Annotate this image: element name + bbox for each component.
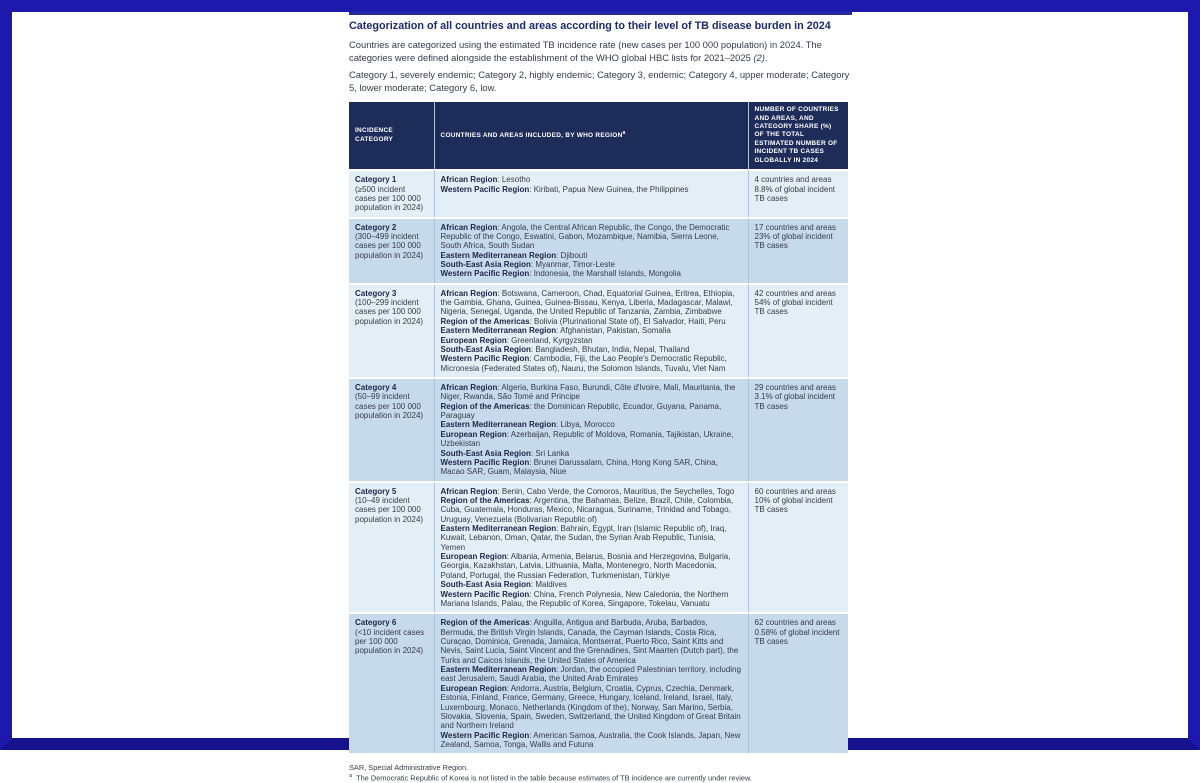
- region-name: African Region: [440, 288, 498, 298]
- header-incidence-category: INCIDENCE CATEGORY: [349, 102, 434, 170]
- region-name: South-East Asia Region: [440, 448, 531, 458]
- region-countries: : Brunei Darussalam, China, Hong Kong SAR, China, Macao SAR, Guam, Malaysia, Niue: [440, 457, 718, 477]
- global-share: 3.1% of global incident TB cases: [754, 392, 835, 411]
- region-line: [441, 731, 742, 750]
- regions-cell: [434, 218, 748, 284]
- region-name: Western Pacific Region: [440, 730, 530, 740]
- region-name: Region of the Americas: [440, 495, 530, 505]
- global-share: 54% of global incident TB cases: [754, 298, 833, 317]
- region-name: Western Pacific Region: [440, 589, 530, 599]
- countries-count: 60 countries and areas: [754, 486, 836, 496]
- region-countries: : Myanmar, Timor-Leste: [530, 260, 615, 270]
- region-name: Eastern Mediterranean Region: [440, 420, 557, 430]
- incidence-category-cell: [349, 218, 434, 284]
- count-share-cell: [748, 378, 848, 482]
- region-line: [441, 496, 742, 524]
- global-share: 23% of global incident TB cases: [754, 231, 833, 251]
- region-name: South-East Asia Region: [440, 260, 531, 270]
- header-number-of-countries: NUMBER OF COUNTRIES AND AREAS, AND CATEGORY SHARE (%) OF THE TOTAL ESTIMATED NUMBER OF INCIDENT TB CASES GLOBALLY IN 2024: [748, 102, 848, 170]
- region-line: [441, 383, 742, 402]
- tb-burden-table: [349, 102, 848, 753]
- region-name: European Region: [440, 335, 507, 345]
- region-countries: : Kiribati, Papua New Guinea, the Philippines: [529, 184, 689, 194]
- region-countries: : China, French Polynesia, New Caledonia, the Northern Mariana Islands, Palau, the Republic of Korea, Singapore, Tokelau, Vanuatu: [440, 589, 729, 608]
- region-countries: : Sri Lanka: [530, 448, 570, 458]
- category-detail: (50–99 incident cases per 100 000 population in 2024): [355, 392, 424, 421]
- region-name: Western Pacific Region: [440, 457, 530, 467]
- region-line: [441, 289, 742, 317]
- global-share: 8.8% of global incident TB cases: [754, 184, 835, 203]
- region-countries: : Albania, Armenia, Belarus, Bosnia and Herzegovina, Bulgaria, Georgia, Kazakhstan, Latvia, Lithuania, Malta, Montenegro, North Macedonia, Poland, Portugal, the Russian Federation, Turkmenistan, Türkiye: [440, 552, 731, 580]
- region-name: European Region: [440, 683, 507, 693]
- region-countries: : Bolivia (Plurinational State of), El Salvador, Haiti, Peru: [529, 316, 726, 326]
- region-line: [441, 665, 742, 684]
- header-countries-label: COUNTRIES AND AREAS INCLUDED, BY WHO REGION: [440, 132, 623, 140]
- region-line: [441, 449, 742, 458]
- region-line: [441, 458, 742, 477]
- count-share-cell: [748, 284, 848, 378]
- region-line: [441, 345, 742, 354]
- region-name: African Region: [440, 175, 498, 185]
- region-countries: : Greenland, Kyrgyzstan: [506, 335, 593, 345]
- region-name: Western Pacific Region: [440, 184, 530, 194]
- incidence-category-cell: [349, 284, 434, 378]
- region-countries: : Benin, Cabo Verde, the Comoros, Mauritius, the Seychelles, Togo: [497, 486, 735, 496]
- region-line: [441, 580, 742, 589]
- regions-cell: [434, 613, 748, 753]
- region-line: [441, 524, 742, 552]
- category-name: Category 6: [355, 618, 397, 628]
- region-name: Eastern Mediterranean Region: [440, 665, 557, 675]
- region-line: [441, 260, 742, 269]
- table-row: [349, 378, 848, 482]
- region-line: [441, 223, 742, 251]
- title-top-rule: [349, 12, 852, 15]
- region-name: Eastern Mediterranean Region: [440, 250, 557, 260]
- region-name: South-East Asia Region: [440, 580, 531, 590]
- incidence-category-cell: [349, 170, 434, 217]
- table-row: [349, 284, 848, 378]
- header-footnote-marker: a: [622, 130, 626, 137]
- category-detail: (100–299 incident cases per 100 000 population in 2024): [355, 298, 424, 326]
- region-countries: : Jordan, the occupied Palestinian territory, including east Jerusalem, Saudi Arabia, the United Arab Emirates: [440, 665, 741, 684]
- region-countries: : Lesotho: [497, 175, 531, 185]
- region-line: [441, 336, 742, 345]
- intro-period: .: [764, 51, 768, 63]
- table-row: [349, 613, 848, 753]
- count-share-cell: [748, 613, 848, 753]
- region-countries: : Cambodia, Fiji, the Lao People's Democratic Republic, Micronesia (Federated States of), Nauru, the Solomon Islands, Tuvalu, Viet Nam: [440, 354, 727, 373]
- incidence-category-cell: [349, 613, 434, 753]
- region-name: African Region: [440, 383, 498, 392]
- region-countries: : American Samoa, Australia, the Cook Islands, Japan, New Zealand, Samoa, Tonga, Wallis and Futuna: [440, 730, 741, 749]
- region-countries: : Bahrain, Egypt, Iran (Islamic Republic of), Iraq, Kuwait, Lebanon, Oman, Qatar, the Sudan, the Syrian Arab Republic, Tunisia, Yemen: [440, 524, 727, 552]
- region-countries: : Maldives: [530, 580, 567, 590]
- region-line: [441, 590, 742, 609]
- intro-paragraph: [349, 39, 852, 64]
- region-countries: : Bangladesh, Bhutan, India, Nepal, Thailand: [530, 344, 690, 354]
- countries-count: 62 countries and areas: [754, 618, 836, 628]
- global-share: 0.58% of global incident TB cases: [754, 627, 840, 646]
- region-name: African Region: [440, 222, 498, 232]
- category-name: Category 2: [355, 222, 397, 232]
- footnotes: [349, 763, 852, 783]
- category-definitions: Category 1, severely endemic; Category 2, highly endemic; Category 3, endemic; Category 4, upper moderate; Category 5, lower moderate; Category 6, low.: [349, 69, 850, 93]
- page-title: Categorization of all countries and areas according to their level of TB disease burden in 2024: [349, 20, 831, 32]
- region-line: [441, 269, 742, 278]
- region-countries: : Anguilla, Antigua and Barbuda, Aruba, Barbados, Bermuda, the British Virgin Islands, Canada, the Cayman Islands, Costa Rica, Curaçao, Dominica, Grenada, Jamaica, Montserrat, Puerto Rico, Saint Kitts and Nevis, Saint Lucia, Saint Vincent and the Grenadines, Sint Maarten (Dutch part), the Turks and Caicos Islands, the United States of America: [440, 618, 739, 665]
- countries-count: 29 countries and areas: [754, 383, 836, 392]
- region-line: [441, 354, 742, 373]
- regions-cell: [434, 378, 748, 482]
- footnote-a: [349, 773, 852, 783]
- region-line: [441, 402, 742, 421]
- region-line: [441, 317, 742, 326]
- region-line: [441, 552, 742, 580]
- regions-cell: [434, 284, 748, 378]
- region-line: [441, 487, 742, 496]
- document-column: [349, 12, 852, 783]
- table-row: [349, 482, 848, 614]
- region-name: South-East Asia Region: [440, 344, 531, 354]
- region-name: Eastern Mediterranean Region: [440, 524, 557, 534]
- abbreviation-note: SAR, Special Administrative Region.: [349, 763, 469, 773]
- category-name: Category 3: [355, 288, 397, 298]
- region-name: Eastern Mediterranean Region: [440, 326, 557, 336]
- regions-cell: [434, 482, 748, 614]
- region-countries: : Libya, Morocco: [556, 420, 615, 430]
- table-row: [349, 170, 848, 217]
- region-name: Region of the Americas: [440, 316, 530, 326]
- category-name: Category 5: [355, 486, 397, 496]
- region-name: European Region: [440, 552, 507, 562]
- count-share-cell: [748, 482, 848, 614]
- region-line: [441, 684, 742, 731]
- footnote-a-marker: a: [349, 772, 353, 779]
- region-countries: : Djibouti: [556, 250, 588, 260]
- region-countries: : Andorra, Austria, Belgium, Croatia, Cyprus, Czechia, Denmark, Estonia, Finland, France, Germany, Greece, Hungary, Iceland, Ireland, Israel, Italy, Luxembourg, Monaco, Netherlands (Kingdom of the), Norway, San Marino, Serbia, Slovakia, Slovenia, Spain, Sweden, Switzerland, the United Kingdom of Great Britain and Northern Ireland: [440, 683, 741, 731]
- region-name: Region of the Americas: [440, 401, 530, 411]
- footnote-a-text: The Democratic Republic of Korea is not listed in the table because estimates of TB incidence are currently under review.: [356, 773, 752, 783]
- reference-citation: (2): [753, 51, 765, 63]
- count-share-cell: [748, 170, 848, 217]
- header-countries-by-region: [434, 102, 748, 170]
- region-countries: : Botswana, Cameroon, Chad, Equatorial Guinea, Eritrea, Ethiopia, the Gambia, Ghana, Guinea, Guinea-Bissau, Kenya, Liberia, Madagascar, Malawi, Nigeria, Senegal, Uganda, the United Republic of Tanzania, Zambia, Zimbabwe: [440, 288, 735, 317]
- region-line: [441, 185, 742, 194]
- region-line: [441, 251, 742, 260]
- intro-text: Countries are categorized using the estimated TB incidence rate (new cases per 100 000 population) in 2024. The categories were defined alongside the establishment of the WHO global HBC lists for 2021–2025: [349, 39, 822, 63]
- region-countries: : Argentina, the Bahamas, Belize, Brazil, Chile, Colombia, Cuba, Guatemala, Honduras, Mexico, Nicaragua, Suriname, Trinidad and Tobago, Uruguay, Venezuela (Bolivarian Republic of): [440, 495, 734, 524]
- region-line: [441, 175, 742, 184]
- table-header-row: [349, 102, 848, 170]
- region-line: [441, 618, 742, 665]
- category-detail: (300–499 incident cases per 100 000 population in 2024): [355, 231, 424, 260]
- region-countries: : Angola, the Central African Republic, the Congo, the Democratic Republic of the Congo, Eswatini, Gabon, Mozambique, Namibia, Sierra Leone, South Africa, South Sudan: [440, 222, 730, 251]
- global-share: 10% of global incident TB cases: [754, 495, 833, 515]
- table-row: [349, 218, 848, 284]
- region-name: Western Pacific Region: [440, 269, 530, 279]
- region-countries: : the Dominican Republic, Ecuador, Guyana, Panama, Paraguay: [440, 401, 722, 421]
- region-name: Region of the Americas: [440, 618, 530, 628]
- countries-count: 4 countries and areas: [754, 175, 832, 185]
- category-name: Category 4: [355, 383, 397, 392]
- countries-count: 42 countries and areas: [754, 288, 836, 298]
- region-name: Western Pacific Region: [440, 354, 530, 364]
- region-countries: : Afghanistan, Pakistan, Somalia: [556, 326, 671, 336]
- incidence-category-cell: [349, 378, 434, 482]
- region-countries: : Algeria, Burkina Faso, Burundi, Côte d'Ivoire, Mali, Mauritania, the Niger, Rwanda, São Tomé and Principe: [440, 383, 736, 402]
- countries-count: 17 countries and areas: [754, 222, 836, 232]
- region-name: African Region: [440, 486, 498, 496]
- region-countries: : Azerbaijan, Republic of Moldova, Romania, Tajikistan, Ukraine, Uzbekistan: [440, 429, 734, 449]
- count-share-cell: [748, 218, 848, 284]
- category-name: Category 1: [355, 175, 397, 185]
- incidence-category-cell: [349, 482, 434, 614]
- region-countries: : Indonesia, the Marshall Islands, Mongolia: [529, 269, 681, 279]
- category-detail: (≥500 incident cases per 100 000 population in 2024): [355, 184, 424, 213]
- category-detail: (<10 incident cases per 100 000 population in 2024): [355, 627, 425, 656]
- category-detail: (10–49 incident cases per 100 000 population in 2024): [355, 495, 424, 524]
- region-line: [441, 430, 742, 449]
- region-line: [441, 326, 742, 335]
- region-name: European Region: [440, 429, 507, 439]
- regions-cell: [434, 170, 748, 217]
- region-line: [441, 420, 742, 429]
